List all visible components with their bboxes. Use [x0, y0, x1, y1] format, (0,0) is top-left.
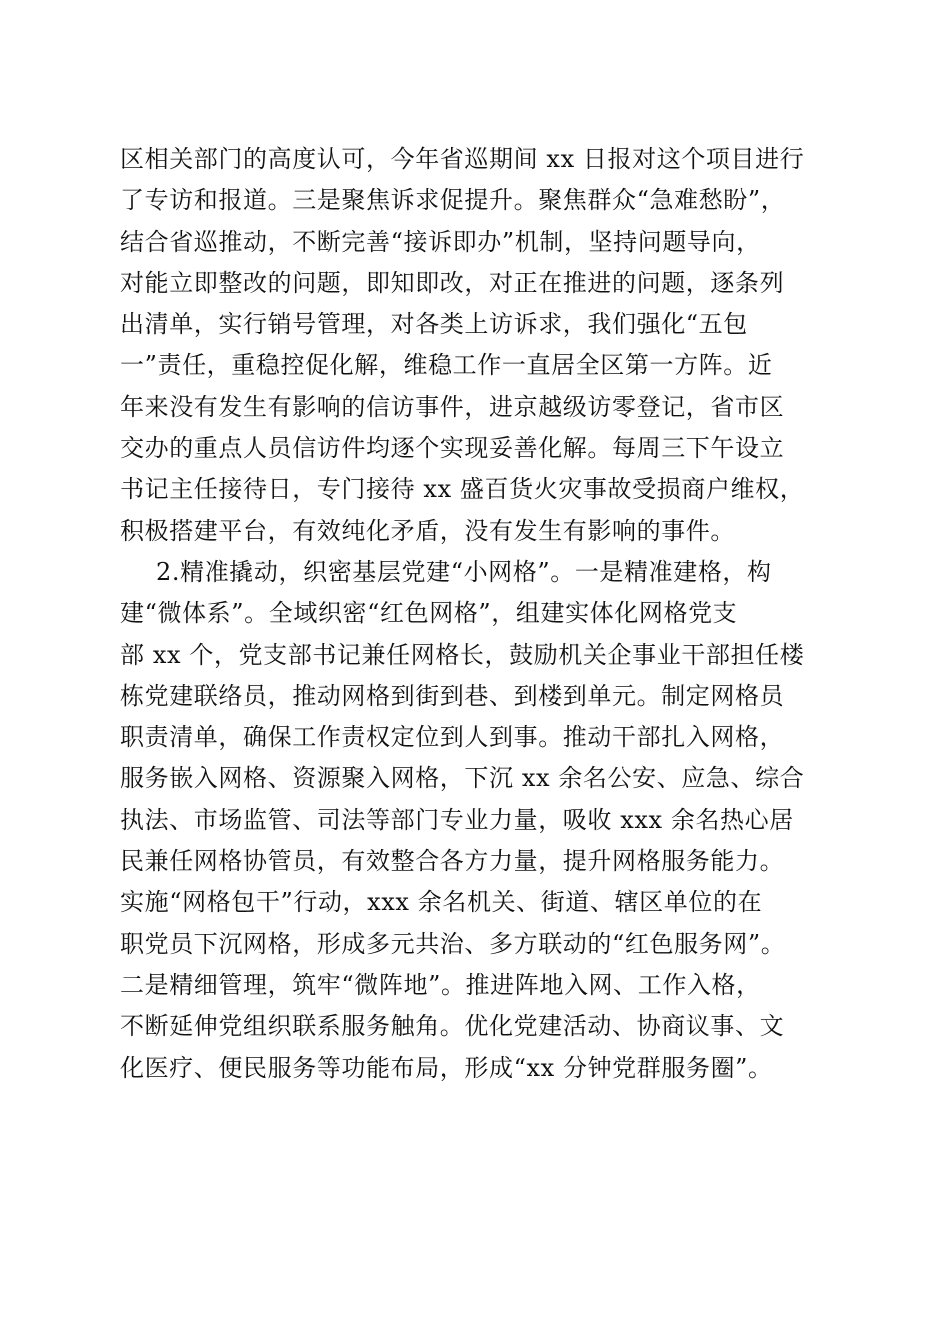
paragraph-1	[120, 139, 840, 552]
paragraph-2-line-4: 栋党建联络员，推动网格到街到巷、到楼到单元。制定网格员	[120, 681, 785, 710]
paragraph-2-line-11: 二是精细管理，筑牢“微阵地”。推进阵地入网、工作入格，	[120, 970, 761, 999]
paragraph-1-line-7: 年来没有发生有影响的信访事件，进京越级访零登记，省市区	[120, 392, 785, 421]
paragraph-1-line-8: 交办的重点人员信访件均逐个实现妥善化解。每周三下午设立	[120, 434, 785, 463]
paragraph-1-line-10: 积极搭建平台，有效纯化矛盾，没有发生有影响的事件。	[120, 516, 735, 545]
paragraph-2-line-12: 不断延伸党组织联系服务触角。优化党建活动、协商议事、文	[120, 1012, 785, 1041]
document-body	[120, 139, 840, 1089]
paragraph-1-line-9: 书记主任接待日，专门接待 xx 盛百货火灾事故受损商户维权，	[120, 475, 805, 504]
paragraph-2-line-13: 化医疗、便民服务等功能布局，形成“xx 分钟党群服务圈”。	[120, 1053, 773, 1082]
paragraph-2-line-9: 实施“网格包干”行动，xxx 余名机关、街道、辖区单位的在	[120, 888, 763, 917]
paragraph-1-line-1: 区相关部门的高度认可，今年省巡期间 xx 日报对这个项目进行	[120, 145, 805, 173]
paragraph-2-line-6: 服务嵌入网格、资源聚入网格，下沉 xx 余名公安、应急、综合	[120, 764, 805, 793]
paragraph-2-line-10: 职党员下沉网格，形成多元共治、多方联动的“红色服务网”。	[120, 929, 786, 958]
paragraph-2-line-5: 职责清单，确保工作责权定位到人到事。推动干部扎入网格，	[120, 723, 785, 752]
paragraph-1-line-3: 结合省巡推动，不断完善“接诉即办”机制，坚持问题导向，	[120, 227, 761, 256]
paragraph-2-line-2: 建“微体系”。全域织密“红色网格”，组建实体化网格党支	[120, 599, 738, 628]
paragraph-2-line-8: 民兼任网格协管员，有效整合各方力量，提升网格服务能力。	[120, 847, 785, 876]
paragraph-2-line-1: 2.精准撬动，织密基层党建“小网格”。一是精准建格，构	[156, 557, 772, 586]
paragraph-2-line-7: 执法、市场监管、司法等部门专业力量，吸收 xxx 余名热心居	[120, 805, 794, 834]
paragraph-2	[120, 552, 840, 1089]
paragraph-1-line-5: 出清单，实行销号管理，对各类上访诉求，我们强化“五包	[120, 310, 748, 339]
paragraph-1-line-4: 对能立即整改的问题，即知即改，对正在推进的问题，逐条列	[120, 268, 785, 297]
paragraph-1-line-2: 了专访和报道。三是聚焦诉求促提升。聚焦群众“急难愁盼”，	[120, 186, 786, 215]
paragraph-2-line-3: 部 xx 个，党支部书记兼任网格长，鼓励机关企事业干部担任楼	[120, 640, 805, 669]
paragraph-1-line-6: 一”责任，重稳控促化解，维稳工作一直居全区第一方阵。近	[120, 351, 773, 380]
